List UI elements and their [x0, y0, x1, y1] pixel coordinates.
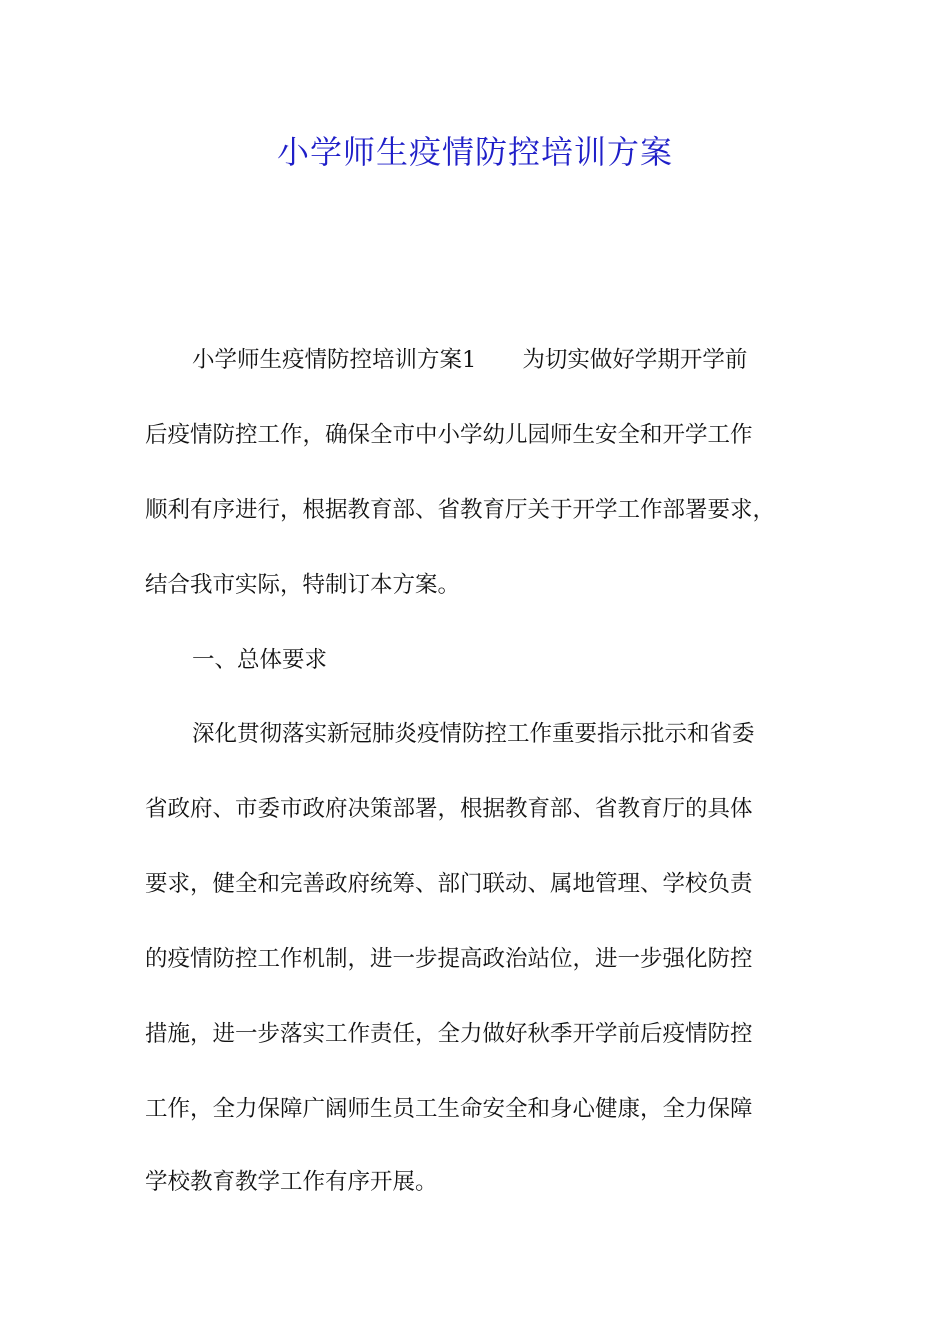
paragraph-2-line-2: 省政府、市委市政府决策部署，根据教育部、省教育厅的具体	[145, 796, 753, 822]
paragraph-2-line-4: 的疫情防控工作机制，进一步提高政治站位，进一步强化防控	[145, 946, 753, 972]
paragraph-2-line-5: 措施，进一步落实工作责任，全力做好秋季开学前后疫情防控	[145, 1021, 753, 1047]
paragraph-1-line-1-part-1: 小学师生疫情防控培训方案1	[192, 347, 477, 373]
document-title: 小学师生疫情防控培训方案	[276, 133, 673, 171]
paragraph-1-line-4: 结合我市实际，特制订本方案。	[145, 572, 461, 598]
paragraph-2-line-3: 要求，健全和完善政府统筹、部门联动、属地管理、学校负责	[145, 871, 753, 897]
paragraph-2-line-1: 深化贯彻落实新冠肺炎疫情防控工作重要指示批示和省委	[192, 721, 755, 747]
paragraph-1-line-2: 后疫情防控工作，确保全市中小学幼儿园师生安全和开学工作	[145, 422, 753, 448]
paragraph-1-line-1-part-2: 为切实做好学期开学前	[522, 347, 748, 373]
section-1-heading: 一、总体要求	[192, 647, 328, 673]
paragraph-2-line-7: 学校教育教学工作有序开展。	[145, 1169, 438, 1195]
paragraph-1-line-1	[192, 343, 892, 377]
paragraph-2-line-6: 工作，全力保障广阔师生员工生命安全和身心健康，全力保障	[145, 1096, 753, 1122]
paragraph-1-line-3: 顺利有序进行，根据教育部、省教育厅关于开学工作部署要求，	[145, 497, 776, 523]
